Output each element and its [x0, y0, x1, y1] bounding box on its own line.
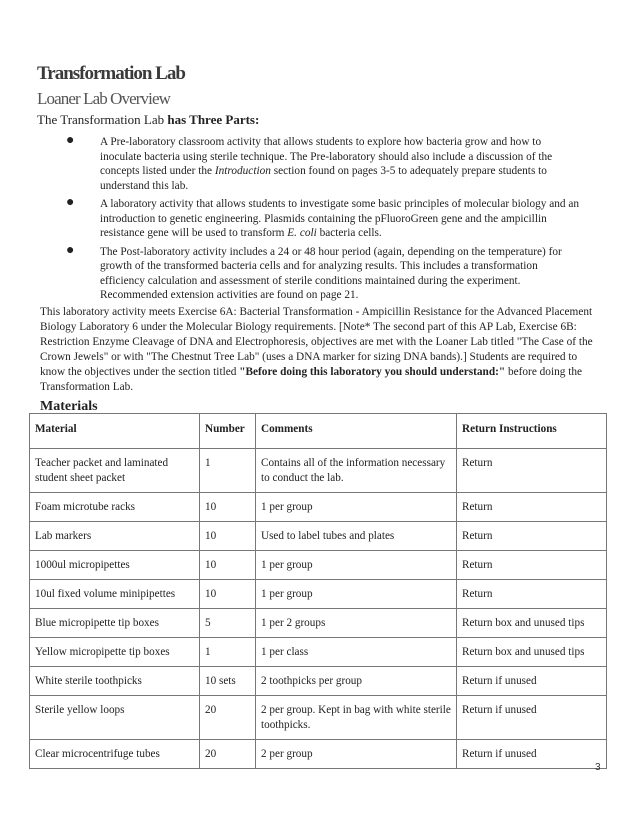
table-cell: 2 toothpicks per group — [256, 667, 457, 696]
table-row — [30, 696, 607, 740]
table-cell: 10 — [200, 493, 256, 522]
table-cell: Teacher packet and laminated student sheet packet — [30, 449, 200, 493]
table-cell: Return — [457, 522, 607, 551]
bullet-icon: ● — [66, 242, 75, 258]
table-row — [30, 493, 607, 522]
intro-prefix: The Transformation Lab — [37, 112, 168, 127]
paragraph-text: This laboratory activity meets Exercise 6A: Bacterial Transformation - Ampicillin Resistance for the Advanced Placement Biology Laboratory 6 under the Molecular Biology requirements. [Note* The second part of this AP Lab, Exercise 6B: Restriction Enzyme Cleavage of DNA and Electrophoresis, objectives are met with the Loaner Lab titled "The Case of the Crown Jewels" or with "The Chestnut Tree Lab" (uses a DNA marker for sizing DNA bands).] Students are required to know the objectives under the section titled — [40, 306, 593, 378]
parts-list — [66, 135, 584, 307]
intro-bold: has Three Parts: — [167, 112, 260, 127]
table-cell: 10 — [200, 551, 256, 580]
table-cell: 10ul fixed volume minipipettes — [30, 580, 200, 609]
part-text: A Pre-laboratory classroom activity that allows students to explore how bacteria grow and how to inoculate bacteria using sterile technique. The Pre-laboratory should also include a discussion of the concepts listed under the — [100, 136, 553, 177]
part-text: A laboratory activity that allows students to investigate some basic principles of molecular biology and an introduction to genetic engineering. Plasmids containing the pFluoroGreen gene and the ampicillin resistance gene will be used to transform — [100, 198, 580, 239]
column-header: Return Instructions — [457, 414, 607, 449]
table-cell: Return if unused — [457, 667, 607, 696]
table-cell: 5 — [200, 609, 256, 638]
part-text-tail: bacteria cells. — [316, 227, 382, 239]
ap-alignment-paragraph — [40, 305, 600, 395]
table-cell: 1 per group — [256, 493, 457, 522]
table-header-row — [30, 414, 607, 449]
table-cell: Return if unused — [457, 696, 607, 740]
materials-table — [29, 413, 607, 769]
column-header: Number — [200, 414, 256, 449]
table-row — [30, 551, 607, 580]
table-row — [30, 609, 607, 638]
bullet-icon: ● — [66, 195, 75, 210]
table-cell: Return — [457, 551, 607, 580]
paragraph-bold: "Before doing this laboratory you should understand:" — [239, 366, 506, 378]
table-cell: 1 — [200, 638, 256, 667]
page-subtitle: Loaner Lab Overview — [37, 89, 170, 108]
paragraph-tail: before doing the Transformation Lab. — [40, 366, 583, 393]
table-cell: Lab markers — [30, 522, 200, 551]
table-cell: 1 per group — [256, 551, 457, 580]
table-cell: 20 — [200, 696, 256, 740]
table-row — [30, 740, 607, 769]
table-row — [30, 522, 607, 551]
table-cell: Return if unused — [457, 740, 607, 769]
part-text: The Post-laboratory activity includes a 24 or 48 hour period (again, depending on the temperature) for growth of the transformed bacteria cells and for analyzing results. This includes a transformation efficiency calculation and assessment of sterile conditions maintained during the experiment. Recommended extension activities are found on page 21. — [100, 245, 562, 301]
table-cell: Contains all of the information necessary to conduct the lab. — [256, 449, 457, 493]
table-row — [30, 667, 607, 696]
part-italic: Introduction — [214, 165, 271, 177]
table-row — [30, 449, 607, 493]
part-text-tail: section found on pages 3-5 to adequately prepare students to understand this lab. — [100, 165, 547, 192]
table-cell: 20 — [200, 740, 256, 769]
table-cell: Yellow micropipette tip boxes — [30, 638, 200, 667]
table-cell: Return — [457, 580, 607, 609]
table-cell: Blue micropipette tip boxes — [30, 609, 200, 638]
table-cell: 1 per class — [256, 638, 457, 667]
table-cell: Clear microcentrifuge tubes — [30, 740, 200, 769]
table-row — [30, 580, 607, 609]
table-cell: Return — [457, 449, 607, 493]
table-cell: 10 — [200, 580, 256, 609]
table-cell: Return — [457, 493, 607, 522]
table-cell: 1000ul micropipettes — [30, 551, 200, 580]
part-italic: E. coli — [287, 227, 317, 239]
table-cell: 1 per 2 groups — [256, 609, 457, 638]
list-item — [66, 197, 584, 241]
table-cell: 2 per group — [256, 740, 457, 769]
table-cell: Foam microtube racks — [30, 493, 200, 522]
table-cell: Return box and unused tips — [457, 638, 607, 667]
table-cell: 1 — [200, 449, 256, 493]
list-item — [66, 242, 584, 303]
table-cell: Return box and unused tips — [457, 609, 607, 638]
page-title: Transformation Lab — [37, 63, 185, 84]
table-row — [30, 638, 607, 667]
table-cell: 2 per group. Kept in bag with white sterile toothpicks. — [256, 696, 457, 740]
table-cell: Sterile yellow loops — [30, 696, 200, 740]
column-header: Comments — [256, 414, 457, 449]
bullet-icon: ● — [66, 133, 75, 148]
column-header: Material — [30, 414, 200, 449]
intro-line — [37, 112, 259, 128]
materials-heading: Materials — [40, 399, 98, 414]
table-cell: Used to label tubes and plates — [256, 522, 457, 551]
table-cell: White sterile toothpicks — [30, 667, 200, 696]
table-cell: 1 per group — [256, 580, 457, 609]
page-number: 3 — [595, 762, 601, 773]
table-cell: 10 — [200, 522, 256, 551]
list-item — [66, 135, 584, 193]
table-cell: 10 sets — [200, 667, 256, 696]
